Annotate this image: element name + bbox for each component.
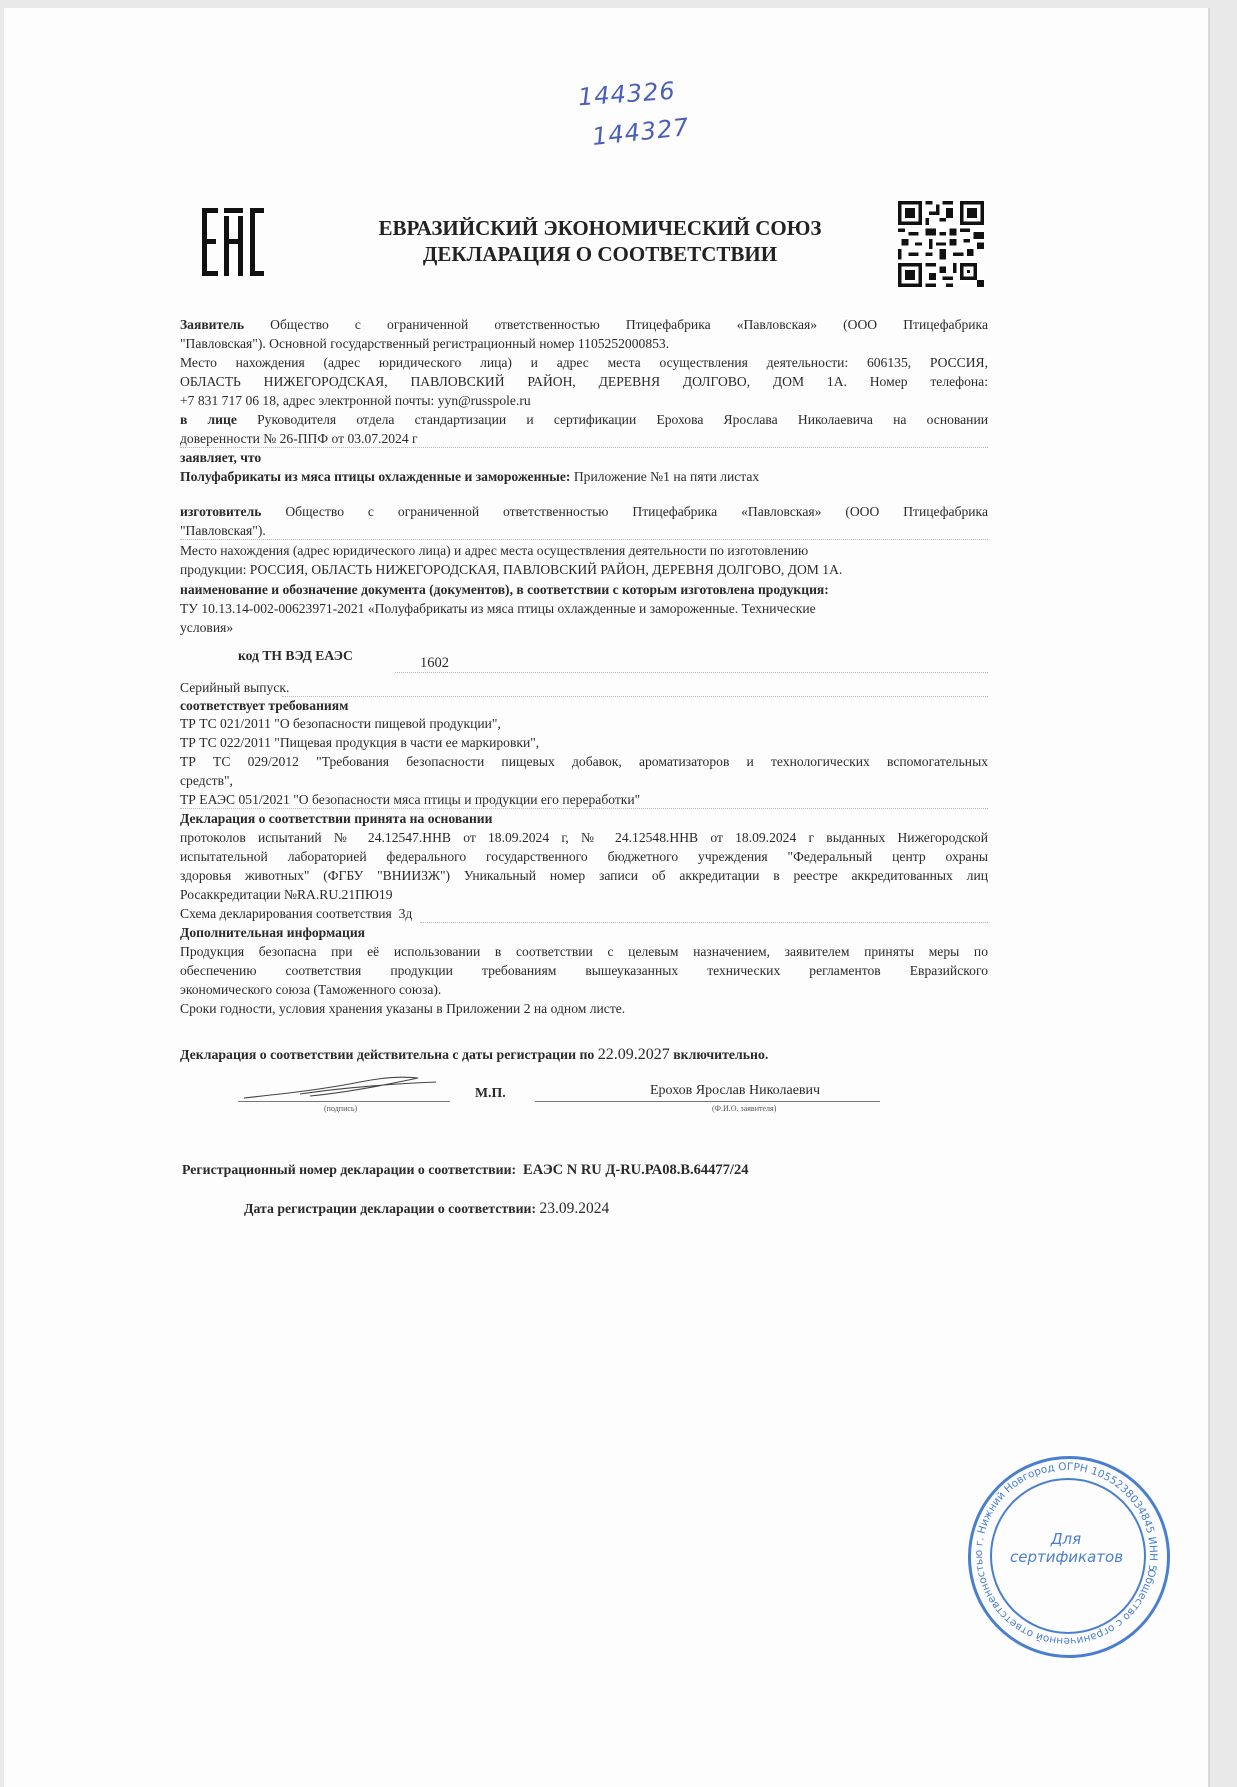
registration-number: ЕАЭС N RU Д-RU.РА08.В.64477/24 [523, 1162, 749, 1178]
requirement-2: ТР ТС 022/2011 "Пищевая продукция в части ее маркировки", [180, 735, 540, 750]
additional-line-4: Сроки годности, условия хранения указаны в Приложении 2 на одном листе. [180, 1001, 626, 1016]
qr-code-icon [898, 201, 984, 287]
qr-code [898, 201, 984, 287]
handwritten-number-1: 144326 [577, 76, 677, 112]
standard-line-1: ТУ 10.13.14-002-00623971-2021 «Полуфабрикаты из мяса птицы охлажденные и замороженные. Технические [180, 601, 816, 616]
basis-line-1: протоколов испытаний № 24.12547.ННВ от 18.09.2024 г, № 24.12548.ННВ от 18.09.2024 г выданных Нижегородской [180, 830, 988, 845]
document-title: ДЕКЛАРАЦИЯ О СООТВЕТСТВИИ [422, 242, 778, 266]
manufacturer-label: изготовитель [180, 504, 262, 519]
divider [180, 447, 988, 448]
basis-line-4: Росаккредитации №RA.RU.21ПЮ19 [180, 887, 393, 902]
signature-line [238, 1101, 450, 1102]
registration-date: 23.09.2024 [539, 1200, 610, 1217]
requirements-heading: соответствует требованиям [180, 698, 349, 713]
applicant-line-1: Заявитель Общество с ограниченной ответственностью Птицефабрика «Павловская» (ООО Птицефабрика [180, 317, 988, 332]
manufacturer-line-1: изготовитель Общество с ограниченной ответственностью Птицефабрика «Павловская» (ООО Птицефабрика [180, 504, 988, 519]
basis-line-3: здоровья животных" (ФГБУ "ВНИИЗЖ") Уникальный номер записи об аккредитации в реестре аккредитованных лиц [180, 868, 988, 883]
tnved-label: код ТН ВЭД ЕАЭС [238, 648, 353, 663]
validity-line: Декларация о соответствии действительна с даты регистрации по 22.09.2027 включительно. [180, 1046, 769, 1063]
basis-heading: Декларация о соответствии принята на основании [180, 811, 493, 826]
svg-text:Общество с ограниченной ответс: Общество с ограниченной ответственностью г. Нижний Новгород ОГРН 1055238034845 ИНН 5258054000 [972, 1460, 1160, 1648]
applicant-line-3: Место нахождения (адрес юридического лица) и адрес места осуществления деятельности: 606135, РОССИЯ, [180, 355, 988, 370]
manufacturer-line-2: "Павловская"). [180, 523, 266, 538]
name-line [535, 1101, 880, 1102]
applicant-line-4: ОБЛАСТЬ НИЖЕГОРОДСКАЯ, ПАВЛОВСКИЙ РАЙОН, ДЕРЕВНЯ ДОЛГОВО, ДОМ 1А. Номер телефона: [180, 374, 988, 389]
registration-number-line: Регистрационный номер декларации о соответствии: ЕАЭС N RU Д-RU.РА08.В.64477/24 [182, 1162, 749, 1178]
signature [240, 1070, 440, 1104]
scheme-line [180, 905, 988, 923]
product-name: Полуфабрикаты из мяса птицы охлажденные и замороженные: [180, 469, 571, 484]
applicant-line-7: доверенности № 26-ППФ от 03.07.2024 г [180, 431, 418, 446]
applicant-person-line: в лице Руководителя отдела стандартизации и сертификации Ерохова Ярослава Николаевича на основании [180, 412, 988, 427]
requirement-1: ТР ТС 021/2011 "О безопасности пищевой продукции", [180, 716, 501, 731]
serial-release: Серийный выпуск. [180, 680, 290, 695]
handwritten-number-2: 144327 [590, 112, 691, 152]
standard-heading: наименование и обозначение документа (документов), в соответствии с которым изготовлена продукция: [180, 582, 829, 597]
divider [420, 922, 988, 923]
divider [180, 539, 988, 540]
requirement-3: ТР ТС 029/2012 "Требования безопасности пищевых добавок, ароматизаторов и технологических вспомогательных [180, 754, 988, 769]
applicant-line-2: "Павловская"). Основной государственный регистрационный номер 1105252000853. [180, 336, 670, 351]
union-title: ЕВРАЗИЙСКИЙ ЭКОНОМИЧЕСКИЙ СОЮЗ [378, 216, 822, 240]
standard-line-2: условия» [180, 620, 234, 635]
manufacturer-line-3: Место нахождения (адрес юридического лица) и адрес места осуществления деятельности по изготовлению [180, 543, 809, 558]
eac-logo [200, 206, 266, 278]
divider [180, 808, 988, 809]
stamp-center-line-2: сертификатов [1010, 1548, 1124, 1566]
eac-logo-icon [200, 206, 266, 278]
additional-line-2: обеспечению соответствия продукции требованиям вышеуказанных технических регламентов Евразийского [180, 963, 988, 978]
scheme-value: 3д [398, 906, 413, 921]
applicant-line-5: +7 831 717 06 18, адрес электронной почты: yyn@russpole.ru [180, 393, 531, 408]
additional-line-3: экономического союза (Таможенного союза). [180, 982, 442, 997]
additional-heading: Дополнительная информация [180, 925, 366, 940]
tnved-value: 1602 [420, 655, 449, 671]
applicant-name: Ерохов Ярослав Николаевич [650, 1083, 821, 1098]
signature-caption: (подпись) [324, 1104, 358, 1113]
scheme-label: Схема декларирования соответствия [180, 906, 392, 921]
product-line [180, 468, 988, 486]
declares-label: заявляет, что [180, 450, 262, 465]
stamp-center-line-1: Для [1050, 1530, 1082, 1548]
basis-line-2: испытательной лабораторией федерального государственного бюджетного учреждения "Федеральный центр охраны [180, 849, 988, 864]
validity-date: 22.09.2027 [597, 1046, 670, 1063]
additional-line-1: Продукция безопасна при её использовании в соответствии с целевым назначением, заявителем приняты меры по [180, 944, 988, 959]
name-caption: (Ф.И.О. заявителя) [712, 1104, 777, 1113]
requirement-4: ТР ЕАЭС 051/2021 "О безопасности мяса птицы и продукции его переработки" [180, 792, 641, 807]
product-annex: Приложение №1 на пяти листах [573, 469, 760, 484]
signature-scribble-icon [240, 1070, 440, 1104]
applicant-label: Заявитель [180, 317, 245, 332]
manufacturer-line-4: продукции: РОССИЯ, ОБЛАСТЬ НИЖЕГОРОДСКАЯ, ПАВЛОВСКИЙ РАЙОН, ДЕРЕВНЯ ДОЛГОВО, ДОМ 1А. [180, 562, 843, 577]
requirement-3-cont: средств", [180, 773, 233, 788]
seal-place-label: М.П. [475, 1085, 506, 1100]
divider [395, 672, 988, 673]
registration-date-line: Дата регистрации декларации о соответствии: 23.09.2024 [244, 1200, 610, 1217]
